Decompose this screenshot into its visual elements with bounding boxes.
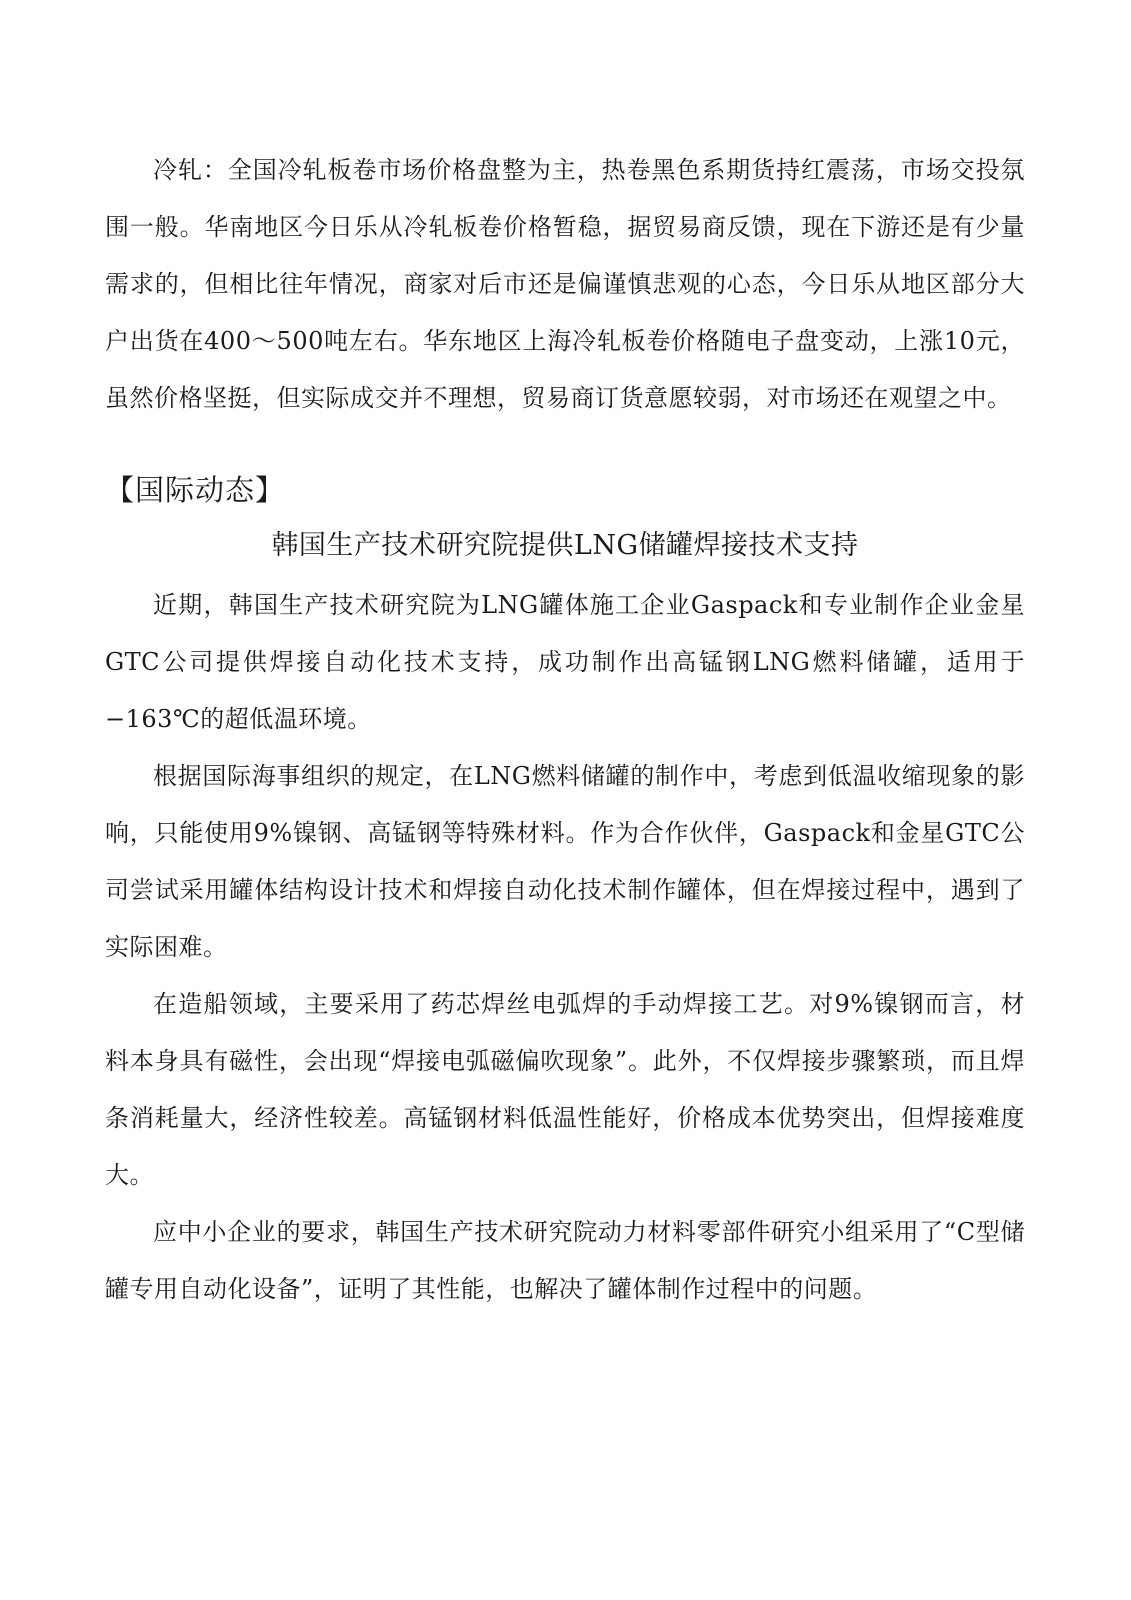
document-page [105,142,1025,1318]
article-paragraph-1: 近期，韩国生产技术研究院为LNG罐体施工企业Gaspack和专业制作企业金星GTC公司提供焊接自动化技术支持，成功制作出高锰钢LNG燃料储罐，适用于−163℃的超低温环境。 [105,591,1025,733]
cold-rolled-paragraph: 冷轧：全国冷轧板卷市场价格盘整为主，热卷黑色系期货持红震荡，市场交投氛围一般。华南地区今日乐从冷轧板卷价格暂稳，据贸易商反馈，现在下游还是有少量需求的，但相比往年情况，商家对后市还是偏谨慎悲观的心态，今日乐从地区部分大户出货在400～500吨左右。华东地区上海冷轧板卷价格随电子盘变动，上涨10元，虽然价格坚挺，但实际成交并不理想，贸易商订货意愿较弱，对市场还在观望之中。 [105,156,1025,412]
article-paragraph-2: 根据国际海事组织的规定，在LNG燃料储罐的制作中，考虑到低温收缩现象的影响，只能使用9%镍钢、高锰钢等特殊材料。作为合作伙伴，Gaspack和金星GTC公司尝试采用罐体结构设计技术和焊接自动化技术制作罐体，但在焊接过程中，遇到了实际困难。 [105,762,1025,961]
article-paragraph-3: 在造船领域，主要采用了药芯焊丝电弧焊的手动焊接工艺。对9%镍钢而言，材料本身具有磁性，会出现“焊接电弧磁偏吹现象”。此外，不仅焊接步骤繁琐，而且焊条消耗量大，经济性较差。高锰钢材料低温性能好，价格成本优势突出，但焊接难度大。 [105,990,1025,1189]
article-paragraph-4: 应中小企业的要求，韩国生产技术研究院动力材料零部件研究小组采用了“C型储罐专用自动化设备”，证明了其性能，也解决了罐体制作过程中的问题。 [105,1218,1025,1303]
article-title: 韩国生产技术研究院提供LNG储罐焊接技术支持 [271,530,859,561]
section-heading-international: 【国际动态】 [105,473,286,507]
